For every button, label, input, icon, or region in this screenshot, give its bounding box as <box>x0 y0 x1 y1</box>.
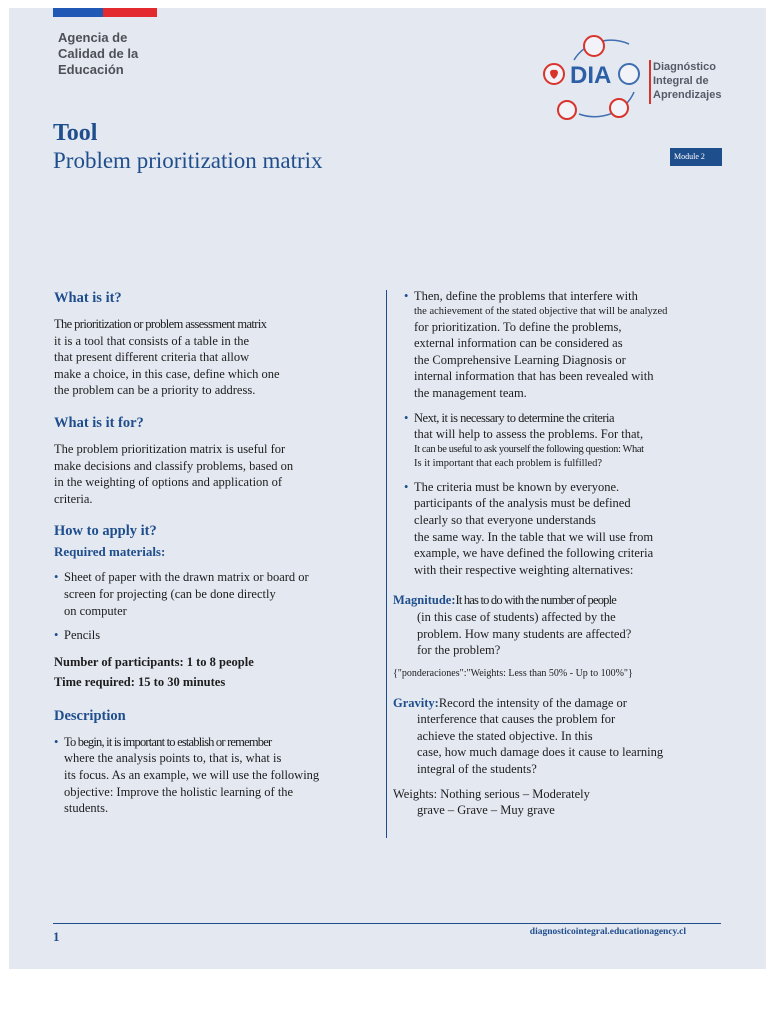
participants: Number of participants: 1 to 8 people <box>54 654 254 669</box>
step-line: the achievement of the stated objective that will be analyzed <box>414 305 668 317</box>
left-column <box>54 288 330 817</box>
magnitude-line: for the problem? <box>417 643 501 658</box>
for-line: in the weighting of options and application of <box>54 475 283 490</box>
step-line: It can be useful to ask yourself the following question: What <box>414 443 644 455</box>
magnitude-first-line: It has to do with the number of people <box>455 593 617 608</box>
material-item <box>54 569 330 619</box>
logo-name <box>653 60 721 102</box>
gravity-line: case, how much damage does it cause to learning <box>417 745 664 760</box>
gravity-criterion <box>393 695 704 712</box>
gravity-first-line: Record the intensity of the damage or <box>438 695 627 710</box>
magnitude-line: (in this case of students) affected by the <box>417 609 616 624</box>
page-number: 1 <box>53 929 60 944</box>
for-line: criteria. <box>54 491 93 506</box>
column-divider <box>386 290 387 838</box>
materials-heading: Required materials: <box>54 544 166 560</box>
description-heading: Description <box>54 707 126 724</box>
logo-name-line: Aprendizajes <box>653 89 722 101</box>
what-line: it is a tool that consists of a table in the <box>54 333 250 348</box>
description-line: where the analysis points to, that is, what is <box>64 751 282 766</box>
for-line: make decisions and classify problems, based on <box>54 458 294 473</box>
agency-name <box>58 30 138 78</box>
page-title: Tool <box>53 120 98 146</box>
how-heading: How to apply it? <box>54 523 157 540</box>
material-line: on computer <box>64 603 127 618</box>
step-line: for prioritization. To define the problems, <box>414 319 622 334</box>
right-column <box>393 288 704 819</box>
logo-mark: DIA <box>570 62 612 89</box>
page <box>9 8 766 969</box>
step-line: • Next, it is necessary to determine the criteria <box>414 410 615 425</box>
agency-line: Calidad de la <box>58 46 139 61</box>
what-line: that present different criteria that allow <box>54 350 250 365</box>
chile-flag-stripe <box>53 8 157 17</box>
step-line: that will help to assess the problems. For that, <box>414 427 644 442</box>
logo-name-line: Diagnóstico <box>653 61 716 73</box>
step-line: Is it important that each problem is fulfilled? <box>414 457 603 469</box>
description-line: objective: Improve the holistic learning of the <box>64 784 294 799</box>
step-line: with their respective weighting alternatives: <box>414 562 634 577</box>
magnitude-criterion <box>393 592 704 609</box>
step-line: clearly so that everyone understands <box>414 512 596 527</box>
what-line: make a choice, in this case, define which one <box>54 366 280 381</box>
magnitude-weights: {"ponderaciones":"Weights: Less than 50% - Up to 100%"} <box>393 667 633 679</box>
magnitude-line: problem. How many students are affected? <box>417 626 632 641</box>
step-line: the management team. <box>414 385 527 400</box>
logo-divider <box>649 60 651 104</box>
time-required: Time required: 15 to 30 minutes <box>54 674 226 689</box>
step-line: example, we have defined the following criteria <box>414 546 654 561</box>
page-subtitle: Problem prioritization matrix <box>53 148 323 173</box>
agency-line: Agencia de <box>58 30 128 45</box>
gravity-weights: Weights: Nothing serious – Moderately <box>393 786 590 801</box>
material-line: • Pencils <box>64 628 101 643</box>
logo-name-line: Integral de <box>653 75 709 87</box>
step-item <box>404 288 704 402</box>
for-line: The problem prioritization matrix is useful for <box>54 441 286 456</box>
agency-line: Educación <box>58 62 124 77</box>
description-line: its focus. As an example, we will use the following <box>64 767 320 782</box>
gravity-line: integral of the students? <box>417 762 537 777</box>
gravity-term: Gravity: <box>393 695 439 710</box>
material-line: screen for projecting (can be done directly <box>64 586 276 601</box>
gravity-line: interference that causes the problem for <box>417 712 616 727</box>
step-line: internal information that has been revealed with <box>414 369 654 384</box>
gravity-weights-cont: grave – Grave – Muy grave <box>417 803 555 818</box>
footer-rule <box>53 923 721 924</box>
module-badge: Module 2 <box>670 148 722 166</box>
description-line: • To begin, it is important to establish or remember <box>64 734 272 749</box>
magnitude-description <box>393 609 704 659</box>
step-line: the same way. In the table that we will use from <box>414 529 654 544</box>
description-line: students. <box>64 801 109 816</box>
material-line: • Sheet of paper with the drawn matrix or board or <box>64 570 309 585</box>
gravity-line: achieve the stated objective. In this <box>417 728 593 743</box>
gravity-description <box>393 711 704 777</box>
step-line: • The criteria must be known by everyone. <box>414 479 620 494</box>
footer-link[interactable]: diagnosticointegral.educationagency.cl <box>529 927 686 937</box>
step-line: • Then, define the problems that interfere with <box>414 289 638 303</box>
for-heading: What is it for? <box>54 414 144 431</box>
what-line: The prioritization or problem assessment matrix <box>54 317 267 331</box>
step-line: external information can be considered as <box>414 336 623 351</box>
what-heading: What is it? <box>54 290 122 306</box>
step-item <box>404 479 704 579</box>
material-item <box>54 627 330 644</box>
step-line: the Comprehensive Learning Diagnosis or <box>414 352 626 367</box>
magnitude-term: Magnitude: <box>393 593 456 608</box>
description-item <box>54 734 330 817</box>
step-line: participants of the analysis must be defined <box>414 496 631 511</box>
what-line: the problem can be a priority to address. <box>54 383 256 398</box>
step-item <box>404 410 704 471</box>
